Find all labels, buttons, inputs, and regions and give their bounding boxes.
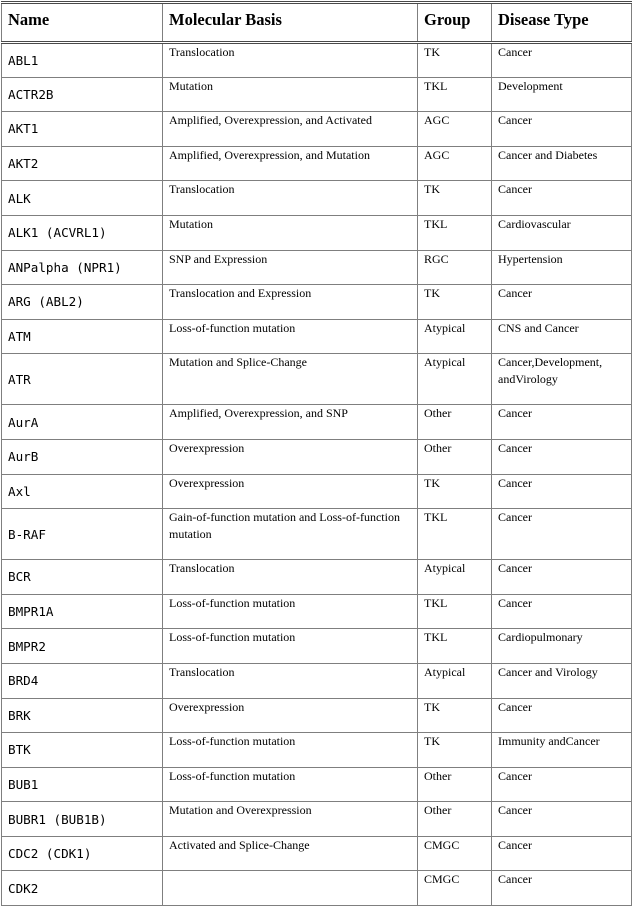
- cell-disease-type: Cancer: [492, 802, 632, 837]
- cell-disease-type: Cancer: [492, 560, 632, 595]
- cell-disease-type: Development: [492, 77, 632, 112]
- table-row: [2, 439, 632, 474]
- cell-molecular-basis: Amplified, Overexpression, and Activated: [163, 112, 418, 147]
- header-molecular-basis: Molecular Basis: [163, 3, 418, 43]
- cell-disease-type: Immunity andCancer: [492, 733, 632, 768]
- cell-name: BMPR2: [2, 629, 163, 664]
- cell-name: BUBR1 (BUB1B): [2, 802, 163, 837]
- cell-molecular-basis: Loss-of-function mutation: [163, 733, 418, 768]
- cell-disease-type: Cancer: [492, 509, 632, 560]
- cell-disease-type: Cancer: [492, 285, 632, 320]
- cell-name: ACTR2B: [2, 77, 163, 112]
- table-row: [2, 474, 632, 509]
- cell-molecular-basis: Translocation: [163, 43, 418, 78]
- cell-group: CMGC: [418, 836, 492, 871]
- cell-molecular-basis: [163, 871, 418, 906]
- cell-group: TK: [418, 474, 492, 509]
- cell-molecular-basis: Translocation and Expression: [163, 285, 418, 320]
- table-row: [2, 663, 632, 698]
- table-row: [2, 629, 632, 664]
- cell-name: Axl: [2, 474, 163, 509]
- cell-molecular-basis: Mutation and Overexpression: [163, 802, 418, 837]
- header-disease-type: Disease Type: [492, 3, 632, 43]
- cell-name: AKT1: [2, 112, 163, 147]
- cell-molecular-basis: Translocation: [163, 663, 418, 698]
- cell-group: AGC: [418, 112, 492, 147]
- cell-group: TKL: [418, 594, 492, 629]
- table-row: [2, 354, 632, 405]
- cell-disease-type: Cancer: [492, 836, 632, 871]
- table-row: [2, 285, 632, 320]
- cell-group: TK: [418, 698, 492, 733]
- table-row: [2, 250, 632, 285]
- table-row: [2, 112, 632, 147]
- cell-disease-type: CNS and Cancer: [492, 319, 632, 354]
- cell-disease-type: Hypertension: [492, 250, 632, 285]
- table-row: [2, 146, 632, 181]
- cell-molecular-basis: Translocation: [163, 181, 418, 216]
- cell-group: TKL: [418, 215, 492, 250]
- cell-group: CMGC: [418, 871, 492, 906]
- cell-molecular-basis: Mutation: [163, 215, 418, 250]
- cell-group: TKL: [418, 509, 492, 560]
- table-row: [2, 405, 632, 440]
- header-group: Group: [418, 3, 492, 43]
- cell-group: AGC: [418, 146, 492, 181]
- cell-disease-type: Cardiopulmonary: [492, 629, 632, 664]
- cell-name: AurA: [2, 405, 163, 440]
- table-row: [2, 802, 632, 837]
- table-row: [2, 733, 632, 768]
- cell-group: Other: [418, 405, 492, 440]
- cell-group: Atypical: [418, 663, 492, 698]
- cell-disease-type: Cancer: [492, 594, 632, 629]
- cell-group: TKL: [418, 77, 492, 112]
- cell-molecular-basis: Loss-of-function mutation: [163, 767, 418, 802]
- cell-disease-type: Cancer: [492, 698, 632, 733]
- cell-molecular-basis: Loss-of-function mutation: [163, 594, 418, 629]
- cell-disease-type: Cancer: [492, 405, 632, 440]
- cell-name: BCR: [2, 560, 163, 595]
- cell-disease-type: Cancer and Virology: [492, 663, 632, 698]
- table-row: [2, 215, 632, 250]
- cell-molecular-basis: Overexpression: [163, 439, 418, 474]
- cell-name: ALK: [2, 181, 163, 216]
- header-name: Name: [2, 3, 163, 43]
- cell-molecular-basis: Mutation: [163, 77, 418, 112]
- table-row: [2, 698, 632, 733]
- cell-group: TK: [418, 181, 492, 216]
- cell-group: TK: [418, 285, 492, 320]
- cell-name: BTK: [2, 733, 163, 768]
- cell-molecular-basis: Amplified, Overexpression, and SNP: [163, 405, 418, 440]
- cell-name: BRK: [2, 698, 163, 733]
- cell-name: BMPR1A: [2, 594, 163, 629]
- cell-molecular-basis: Loss-of-function mutation: [163, 319, 418, 354]
- cell-molecular-basis: Overexpression: [163, 698, 418, 733]
- cell-name: ABL1: [2, 43, 163, 78]
- table-row: [2, 77, 632, 112]
- cell-molecular-basis: Overexpression: [163, 474, 418, 509]
- cell-disease-type: Cancer: [492, 43, 632, 78]
- cell-disease-type: Cancer: [492, 181, 632, 216]
- cell-name: ARG (ABL2): [2, 285, 163, 320]
- cell-group: Other: [418, 767, 492, 802]
- cell-group: TK: [418, 733, 492, 768]
- cell-name: B-RAF: [2, 509, 163, 560]
- cell-name: ALK1 (ACVRL1): [2, 215, 163, 250]
- cell-name: CDC2 (CDK1): [2, 836, 163, 871]
- cell-molecular-basis: Amplified, Overexpression, and Mutation: [163, 146, 418, 181]
- cell-group: Atypical: [418, 560, 492, 595]
- table-row: [2, 767, 632, 802]
- cell-group: Atypical: [418, 354, 492, 405]
- cell-name: BRD4: [2, 663, 163, 698]
- cell-disease-type: Cancer: [492, 439, 632, 474]
- cell-disease-type: Cancer: [492, 112, 632, 147]
- cell-name: AKT2: [2, 146, 163, 181]
- table-row: [2, 836, 632, 871]
- cell-disease-type: Cancer: [492, 767, 632, 802]
- cell-disease-type: Cardiovascular: [492, 215, 632, 250]
- cell-molecular-basis: Activated and Splice-Change: [163, 836, 418, 871]
- cell-name: ATM: [2, 319, 163, 354]
- cell-molecular-basis: Mutation and Splice-Change: [163, 354, 418, 405]
- cell-molecular-basis: Loss-of-function mutation: [163, 629, 418, 664]
- table-row: [2, 509, 632, 560]
- cell-group: TK: [418, 43, 492, 78]
- cell-name: BUB1: [2, 767, 163, 802]
- cell-group: RGC: [418, 250, 492, 285]
- cell-group: Other: [418, 802, 492, 837]
- cell-molecular-basis: Translocation: [163, 560, 418, 595]
- cell-molecular-basis: SNP and Expression: [163, 250, 418, 285]
- cell-disease-type: Cancer and Diabetes: [492, 146, 632, 181]
- cell-molecular-basis: Gain-of-function mutation and Loss-of-function mutation: [163, 509, 418, 560]
- cell-disease-type: Cancer: [492, 871, 632, 906]
- table-row: [2, 319, 632, 354]
- cell-name: AurB: [2, 439, 163, 474]
- cell-name: ATR: [2, 354, 163, 405]
- cell-group: Atypical: [418, 319, 492, 354]
- cell-group: Other: [418, 439, 492, 474]
- cell-name: CDK2: [2, 871, 163, 906]
- table-row: [2, 594, 632, 629]
- cell-name: ANPalpha (NPR1): [2, 250, 163, 285]
- table-row: [2, 871, 632, 906]
- cell-group: TKL: [418, 629, 492, 664]
- kinase-disease-table: [1, 1, 632, 906]
- table-row: [2, 560, 632, 595]
- cell-disease-type: Cancer: [492, 474, 632, 509]
- cell-disease-type: Cancer,Development, andVirology: [492, 354, 632, 405]
- table-row: [2, 181, 632, 216]
- table-row: [2, 43, 632, 78]
- table-header-row: [2, 3, 632, 43]
